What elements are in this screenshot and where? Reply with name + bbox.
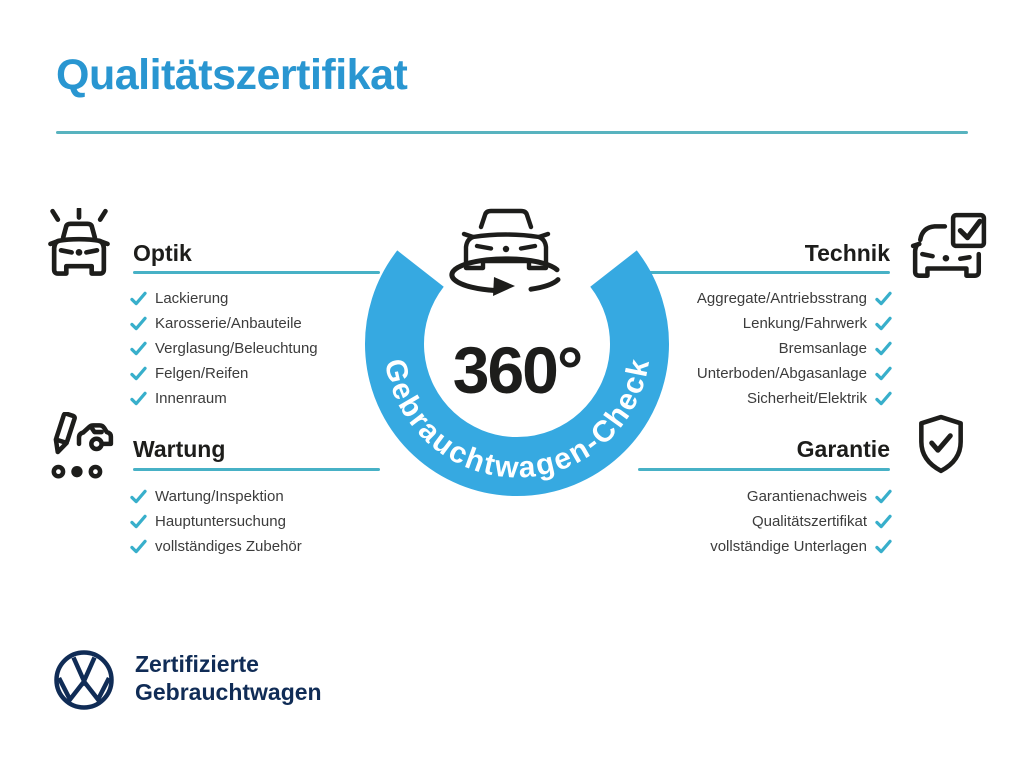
brand-line1: Zertifizierte bbox=[135, 651, 259, 677]
shield-check-icon bbox=[916, 414, 966, 474]
section-heading-garantie: Garantie bbox=[796, 436, 890, 462]
shiny-car-icon bbox=[44, 208, 114, 282]
item-label: Karosserie/Anbauteile bbox=[155, 315, 302, 332]
badge-center-value: 360° bbox=[452, 333, 582, 407]
item-label: Qualitätszertifikat bbox=[751, 513, 867, 530]
list-item bbox=[590, 509, 892, 534]
title-divider bbox=[56, 131, 968, 134]
check-icon bbox=[130, 341, 147, 356]
check-icon bbox=[130, 291, 147, 306]
item-label: vollständige Unterlagen bbox=[710, 538, 867, 555]
list-item bbox=[130, 311, 318, 336]
check-icon bbox=[130, 489, 147, 504]
wartung-underline bbox=[133, 468, 380, 471]
item-label: Sicherheit/Elektrik bbox=[746, 390, 867, 407]
check-icon bbox=[875, 539, 892, 554]
check-icon bbox=[875, 514, 892, 529]
check-icon bbox=[130, 539, 147, 554]
ring-label: Gebrauchtwagen-Check bbox=[377, 355, 656, 485]
list-item bbox=[130, 361, 318, 386]
item-label: Garantienachweis bbox=[746, 488, 867, 505]
car-checkbox-icon bbox=[910, 212, 988, 286]
item-label: Verglasung/Beleuchtung bbox=[155, 340, 318, 357]
item-label: Wartung/Inspektion bbox=[155, 488, 284, 505]
badge-360 bbox=[345, 175, 690, 507]
check-icon bbox=[875, 316, 892, 331]
list-item bbox=[130, 336, 318, 361]
wartung-item-list bbox=[130, 484, 302, 559]
list-item bbox=[130, 484, 302, 509]
check-icon bbox=[875, 366, 892, 381]
item-label: vollständiges Zubehör bbox=[155, 538, 302, 555]
list-item bbox=[130, 286, 318, 311]
brand-text bbox=[135, 650, 322, 706]
item-label: Lenkung/Fahrwerk bbox=[742, 315, 867, 332]
check-icon bbox=[875, 391, 892, 406]
section-heading-wartung: Wartung bbox=[133, 436, 226, 462]
optik-underline bbox=[133, 271, 380, 274]
check-icon bbox=[875, 489, 892, 504]
check-icon bbox=[875, 341, 892, 356]
item-label: Aggregate/Antriebsstrang bbox=[696, 290, 867, 307]
check-icon bbox=[130, 514, 147, 529]
item-label: Hauptuntersuchung bbox=[155, 513, 286, 530]
optik-item-list bbox=[130, 286, 318, 411]
item-label: Innenraum bbox=[155, 390, 227, 407]
car-rotation-icon bbox=[452, 211, 558, 296]
check-icon bbox=[875, 291, 892, 306]
check-icon bbox=[130, 316, 147, 331]
section-heading-technik: Technik bbox=[804, 240, 890, 266]
list-item bbox=[130, 509, 302, 534]
check-icon bbox=[130, 391, 147, 406]
check-icon bbox=[130, 366, 147, 381]
item-label: Felgen/Reifen bbox=[155, 365, 249, 382]
page-title: Qualitätszertifikat bbox=[56, 51, 408, 99]
brand-line2: Gebrauchtwagen bbox=[135, 679, 322, 705]
list-item bbox=[130, 386, 318, 411]
item-label: Lackierung bbox=[155, 290, 229, 307]
section-heading-optik: Optik bbox=[133, 240, 192, 266]
list-item bbox=[590, 534, 892, 559]
item-label: Unterboden/Abgasanlage bbox=[696, 365, 867, 382]
list-item bbox=[130, 534, 302, 559]
vw-logo bbox=[52, 648, 116, 712]
item-label: Bremsanlage bbox=[778, 340, 867, 357]
service-checklist-icon bbox=[44, 412, 114, 484]
